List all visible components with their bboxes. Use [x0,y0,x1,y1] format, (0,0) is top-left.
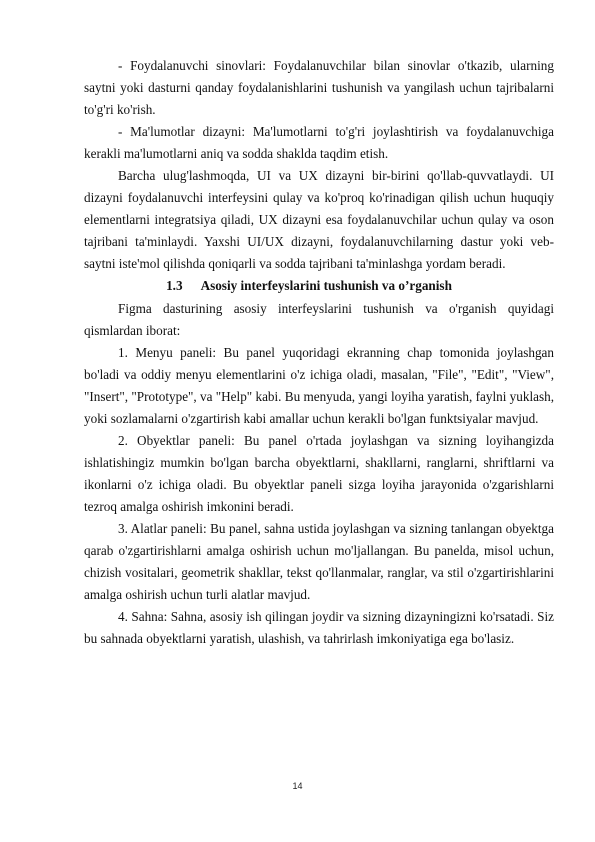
paragraph-tools-panel: 3. Alatlar paneli: Bu panel, sahna ustida joylashgan va sizning tanlangan obyektga qarab o'zgartirishlarni amalga oshirish uchun mo'ljallangan. Bu panelda, misol uchun, chizish vositalari, geometrik shakllar, tekst qo'llanmalar, ranglar, va stil o'zgartirishlarini amalga oshirish uchun turli alatlar mavjud. [84,520,554,603]
paragraph-stage: 4. Sahna: Sahna, asosiy ish qilingan joydir va sizning dizayningizni ko'rsatadi. Siz bu sahnada obyektlarni yaratish, ulashish, va tahrirlash imkoniyatiga ega bo'lasiz. [84,609,554,647]
section-number: 1.3 [166,278,183,294]
paragraph-information-design: - Ma'lumotlar dizayni: Ma'lumotlarni to'g'ri joylashtirish va foydalanuvchiga kerakli ma'lumotlarni aniq va sodda shaklda taqdim etish. [84,124,554,162]
paragraph-ui-ux-summary: Barcha ulug'lashmoqda, UI va UX dizayni bir-birini qo'llab-quvvatlaydi. UI dizayni foydalanuvchi interfeysini qulay va ko'proq ko'rinadigan qilish uchun huquqiy elementlarni integratsiya qiladi, UX dizayni esa foydalanuvchilar uchun qulay va oson tajribani ta'minlaydi. Yaxshi UI/UX dizayni, foydalanuvchilarning dastur yoki veb-saytni iste'mol qilishda qoniqarli va sodda tajribani ta'minlashga yordam beradi. [84,168,554,272]
paragraph-user-testing: - Foydalanuvchi sinovlari: Foydalanuvchilar bilan sinovlar o'tkazib, ularning saytni yoki dasturni qanday foydalanishlarini tushunish va yangilash uchun tajribalarni to'g'ri ko'rish. [84,58,554,118]
paragraph-figma-intro: Figma dasturining asosiy interfeyslarini tushunish va o'rganish quyidagi qismlardan iborat: [84,300,554,338]
paragraph-menu-panel: 1. Menyu paneli: Bu panel yuqoridagi ekranning chap tomonida joylashgan bo'ladi va oddiy menyu elementlarini o'z ichiga oladi, masalan, "File", "Edit", "View", "Insert", "Prototype", va "Help" kabi. Bu menyuda, yangi loyiha yaratish, faylni yuklash, yoki sozlamalarni o'zgartirish kabi amallar uchun kerakli bo'lgan funktsiyalar mavjud. [84,344,554,426]
page-number: 14 [292,781,303,791]
document-page [84,55,554,650]
section-heading [84,275,554,297]
paragraph-objects-panel: 2. Obyektlar paneli: Bu panel o'rtada joylashgan va sizning loyihangizda ishlatishingiz mumkin bo'lgan barcha obyektlarni, shakllarni, ranglarni, shriftlarni va ikonlarni o'z ichiga oladi. Bu obyektlar paneli sizga loyiha jarayonida o'zgarishlarni tezroq amalga oshirish imkonini beradi. [84,432,554,514]
section-title: Asosiy interfeyslarini tushunish va o’rganish [200,278,452,294]
